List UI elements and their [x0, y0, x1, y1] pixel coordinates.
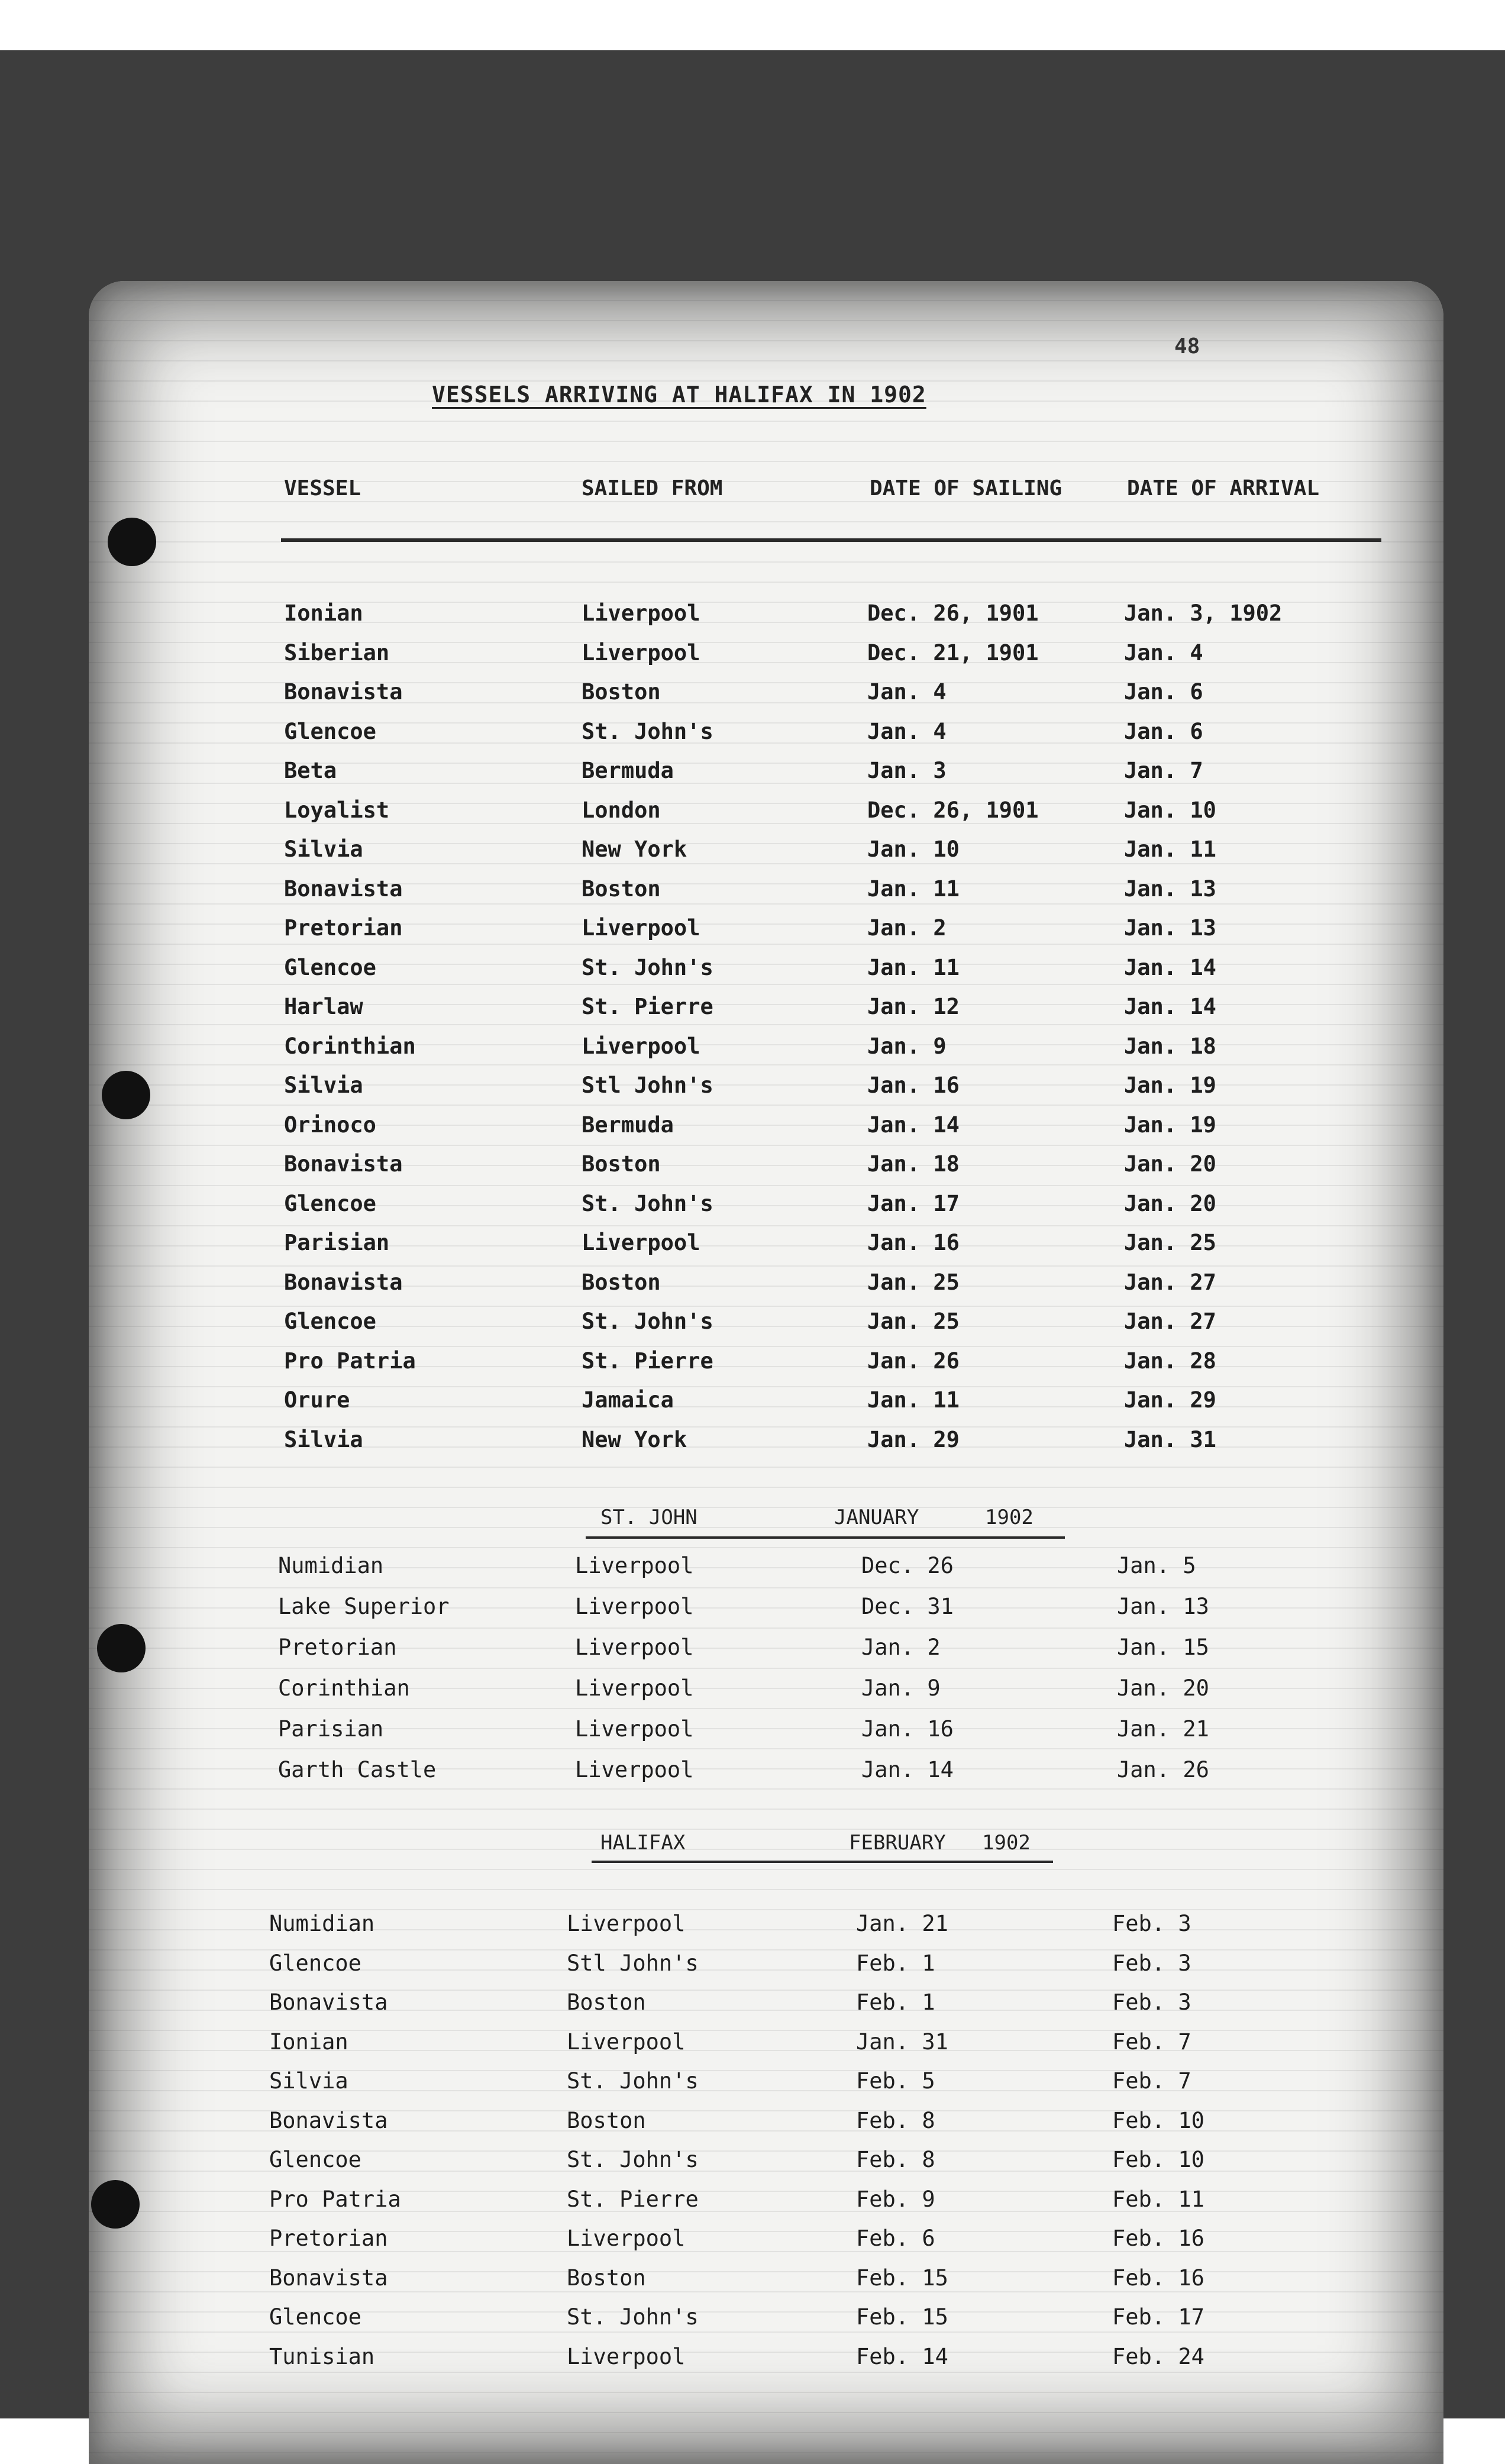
- cell-date-of-arrival: Jan. 14: [1124, 994, 1216, 1019]
- table-row: [89, 1635, 1443, 1664]
- cell-date-of-sailing: Feb. 14: [856, 2343, 948, 2369]
- cell-date-of-sailing: Jan. 9: [861, 1675, 941, 1701]
- cell-date-of-arrival: Feb. 3: [1112, 1990, 1191, 2015]
- cell-date-of-sailing: Jan. 4: [867, 679, 947, 705]
- table-row: [89, 797, 1443, 827]
- cell-vessel: Orure: [284, 1387, 350, 1413]
- cell-date-of-arrival: Jan. 18: [1124, 1033, 1216, 1059]
- cell-date-of-sailing: Jan. 17: [867, 1190, 960, 1216]
- table-row: [89, 994, 1443, 1023]
- table-row: [89, 837, 1443, 866]
- table-row: [89, 2304, 1443, 2334]
- cell-vessel: Pretorian: [284, 915, 403, 941]
- cell-sailed-from: Liverpool: [582, 1230, 700, 1255]
- cell-vessel: Lake Superior: [278, 1594, 450, 1619]
- cell-date-of-arrival: Feb. 7: [1112, 2029, 1191, 2055]
- cell-date-of-sailing: Feb. 5: [856, 2068, 935, 2094]
- cell-date-of-arrival: Jan. 29: [1124, 1387, 1216, 1413]
- cell-date-of-sailing: Jan. 31: [856, 2029, 948, 2055]
- cell-date-of-sailing: Dec. 26, 1901: [867, 600, 1039, 626]
- column-header-date-of-sailing: DATE OF SAILING: [870, 476, 1062, 500]
- cell-vessel: Parisian: [278, 1716, 384, 1742]
- cell-date-of-arrival: Feb. 16: [1112, 2226, 1204, 2251]
- cell-sailed-from: Liverpool: [567, 2226, 686, 2251]
- table-row: [89, 1270, 1443, 1299]
- cell-vessel: Corinthian: [284, 1033, 416, 1059]
- cell-date-of-sailing: Jan. 3: [867, 758, 947, 783]
- cell-date-of-sailing: Feb. 1: [856, 1990, 935, 2015]
- cell-date-of-arrival: Feb. 16: [1112, 2265, 1204, 2291]
- cell-vessel: Harlaw: [284, 994, 363, 1019]
- cell-sailed-from: Boston: [582, 679, 661, 705]
- cell-date-of-sailing: Dec. 31: [861, 1594, 954, 1619]
- cell-vessel: Silvia: [284, 837, 363, 862]
- column-header-sailed-from: SAILED FROM: [582, 476, 723, 500]
- cell-vessel: Corinthian: [278, 1675, 410, 1701]
- column-header-date-of-arrival: DATE OF ARRIVAL: [1127, 476, 1320, 500]
- cell-date-of-sailing: Feb. 6: [856, 2226, 935, 2251]
- cell-date-of-arrival: Jan. 19: [1124, 1112, 1216, 1138]
- document-title: VESSELS ARRIVING AT HALIFAX IN 1902: [432, 382, 926, 408]
- cell-sailed-from: St. John's: [582, 1309, 713, 1334]
- cell-sailed-from: St. Pierre: [582, 994, 713, 1019]
- cell-sailed-from: Liverpool: [575, 1635, 694, 1660]
- table-row: [89, 1594, 1443, 1623]
- table-row: [89, 2147, 1443, 2176]
- cell-date-of-arrival: Jan. 5: [1117, 1553, 1196, 1578]
- cell-date-of-sailing: Jan. 11: [867, 876, 960, 902]
- cell-sailed-from: New York: [582, 1426, 687, 1452]
- cell-date-of-arrival: Jan. 11: [1124, 837, 1216, 862]
- cell-sailed-from: Stl John's: [567, 1950, 699, 1976]
- cell-vessel: Numidian: [269, 1911, 375, 1936]
- cell-date-of-arrival: Feb. 7: [1112, 2068, 1191, 2094]
- cell-date-of-arrival: Feb. 17: [1112, 2304, 1204, 2330]
- page-number: 48: [1174, 334, 1200, 359]
- cell-sailed-from: Liverpool: [575, 1594, 694, 1619]
- cell-vessel: Bonavista: [284, 1269, 403, 1295]
- cell-vessel: Glencoe: [269, 2147, 361, 2172]
- cell-sailed-from: St. John's: [582, 954, 713, 980]
- cell-sailed-from: Bermuda: [582, 758, 674, 783]
- cell-vessel: Silvia: [284, 1426, 363, 1452]
- cell-date-of-arrival: Jan. 20: [1124, 1190, 1216, 1216]
- cell-sailed-from: St. Pierre: [567, 2186, 699, 2212]
- table-row: [89, 1911, 1443, 1940]
- cell-date-of-sailing: Jan. 11: [867, 954, 960, 980]
- cell-date-of-sailing: Jan. 25: [867, 1269, 960, 1295]
- cell-date-of-arrival: Jan. 27: [1124, 1269, 1216, 1295]
- cell-date-of-sailing: Dec. 26: [861, 1553, 954, 1578]
- cell-date-of-arrival: Feb. 10: [1112, 2107, 1204, 2133]
- table-row: [89, 2029, 1443, 2059]
- cell-vessel: Glencoe: [284, 1309, 376, 1334]
- cell-date-of-arrival: Jan. 26: [1117, 1757, 1209, 1782]
- cell-date-of-arrival: Feb. 24: [1112, 2343, 1204, 2369]
- cell-sailed-from: Boston: [567, 1990, 646, 2015]
- cell-date-of-sailing: Jan. 18: [867, 1151, 960, 1177]
- section3-year: 1902: [982, 1831, 1031, 1855]
- cell-sailed-from: Liverpool: [567, 2343, 686, 2369]
- table-row: [89, 640, 1443, 670]
- cell-sailed-from: Boston: [567, 2265, 646, 2291]
- header-rule: [281, 538, 1381, 542]
- cell-date-of-arrival: Jan. 28: [1124, 1348, 1216, 1374]
- column-header-vessel: VESSEL: [284, 476, 361, 500]
- section2-month: JANUARY: [834, 1506, 919, 1529]
- cell-date-of-arrival: Jan. 31: [1124, 1426, 1216, 1452]
- cell-sailed-from: Boston: [582, 876, 661, 902]
- cell-vessel: Siberian: [284, 640, 390, 666]
- cell-vessel: Glencoe: [284, 954, 376, 980]
- cell-sailed-from: St. Pierre: [582, 1348, 713, 1374]
- cell-sailed-from: Liverpool: [582, 915, 700, 941]
- cell-vessel: Tunisian: [269, 2343, 375, 2369]
- cell-date-of-arrival: Feb. 3: [1112, 1950, 1191, 1976]
- cell-sailed-from: New York: [582, 837, 687, 862]
- table-row: [89, 1191, 1443, 1220]
- cell-date-of-sailing: Dec. 26, 1901: [867, 797, 1039, 823]
- cell-date-of-sailing: Jan. 25: [867, 1309, 960, 1334]
- cell-sailed-from: Liverpool: [575, 1675, 694, 1701]
- cell-vessel: Silvia: [269, 2068, 348, 2094]
- cell-date-of-sailing: Feb. 1: [856, 1950, 935, 1976]
- cell-date-of-arrival: Jan. 14: [1124, 954, 1216, 980]
- cell-date-of-sailing: Jan. 26: [867, 1348, 960, 1374]
- cell-sailed-from: Stl John's: [582, 1073, 713, 1098]
- table-row: [89, 1675, 1443, 1705]
- cell-date-of-arrival: Jan. 20: [1124, 1151, 1216, 1177]
- cell-date-of-arrival: Jan. 7: [1124, 758, 1203, 783]
- cell-date-of-sailing: Jan. 29: [867, 1426, 960, 1452]
- table-row: [89, 1716, 1443, 1746]
- cell-vessel: Garth Castle: [278, 1757, 437, 1782]
- cell-date-of-arrival: Feb. 11: [1112, 2186, 1204, 2212]
- table-row: [89, 2187, 1443, 2216]
- table-row: [89, 1553, 1443, 1583]
- cell-date-of-sailing: Jan. 11: [867, 1387, 960, 1413]
- cell-sailed-from: St. John's: [582, 718, 713, 744]
- cell-date-of-sailing: Jan. 10: [867, 837, 960, 862]
- cell-vessel: Orinoco: [284, 1112, 376, 1138]
- table-row: [89, 955, 1443, 984]
- cell-date-of-arrival: Jan. 27: [1124, 1309, 1216, 1334]
- cell-vessel: Glencoe: [269, 2304, 361, 2330]
- section2-rule: [586, 1536, 1065, 1539]
- cell-vessel: Glencoe: [284, 1190, 376, 1216]
- table-row: [89, 2226, 1443, 2255]
- cell-sailed-from: Bermuda: [582, 1112, 674, 1138]
- cell-vessel: Pretorian: [278, 1635, 397, 1660]
- scan-background: [0, 50, 1505, 2418]
- cell-vessel: Bonavista: [284, 1151, 403, 1177]
- table-row: [89, 1230, 1443, 1260]
- cell-date-of-sailing: Jan. 16: [867, 1073, 960, 1098]
- cell-date-of-sailing: Feb. 15: [856, 2265, 948, 2291]
- table-row: [89, 1151, 1443, 1181]
- cell-date-of-sailing: Feb. 15: [856, 2304, 948, 2330]
- cell-vessel: Numidian: [278, 1553, 384, 1578]
- cell-vessel: Silvia: [284, 1073, 363, 1098]
- cell-vessel: Ionian: [269, 2029, 348, 2055]
- section3-port: HALIFAX: [600, 1831, 686, 1855]
- cell-date-of-sailing: Jan. 14: [861, 1757, 954, 1782]
- cell-date-of-sailing: Jan. 2: [861, 1635, 941, 1660]
- table-row: [89, 2108, 1443, 2137]
- cell-date-of-arrival: Jan. 3, 1902: [1124, 600, 1283, 626]
- cell-date-of-sailing: Jan. 16: [867, 1230, 960, 1255]
- table-row: [89, 1348, 1443, 1378]
- cell-vessel: Parisian: [284, 1230, 390, 1255]
- cell-date-of-arrival: Jan. 13: [1117, 1594, 1209, 1619]
- cell-vessel: Pro Patria: [284, 1348, 416, 1374]
- cell-date-of-arrival: Jan. 25: [1124, 1230, 1216, 1255]
- section3-rule: [592, 1861, 1053, 1863]
- cell-date-of-sailing: Jan. 4: [867, 718, 947, 744]
- table-row: [89, 1950, 1443, 1980]
- cell-date-of-sailing: Jan. 9: [867, 1033, 947, 1059]
- table-row: [89, 1990, 1443, 2019]
- table-row: [89, 679, 1443, 709]
- table-row: [89, 1112, 1443, 1142]
- cell-vessel: Pretorian: [269, 2226, 388, 2251]
- cell-vessel: Loyalist: [284, 797, 390, 823]
- table-row: [89, 2068, 1443, 2098]
- cell-vessel: Bonavista: [269, 2265, 388, 2291]
- section2-port: ST. JOHN: [600, 1506, 697, 1529]
- cell-date-of-arrival: Jan. 10: [1124, 797, 1216, 823]
- cell-sailed-from: St. John's: [567, 2304, 699, 2330]
- table-row: [89, 1073, 1443, 1102]
- cell-sailed-from: Liverpool: [582, 1033, 700, 1059]
- cell-sailed-from: Boston: [582, 1269, 661, 1295]
- cell-sailed-from: Boston: [567, 2107, 646, 2133]
- cell-date-of-arrival: Feb. 10: [1112, 2147, 1204, 2172]
- cell-date-of-arrival: Jan. 13: [1124, 915, 1216, 941]
- section2-year: 1902: [985, 1506, 1034, 1529]
- table-row: [89, 876, 1443, 906]
- cell-sailed-from: St. John's: [567, 2147, 699, 2172]
- cell-date-of-sailing: Feb. 8: [856, 2147, 935, 2172]
- table-row: [89, 719, 1443, 748]
- cell-date-of-sailing: Feb. 8: [856, 2107, 935, 2133]
- cell-date-of-arrival: Jan. 6: [1124, 679, 1203, 705]
- cell-date-of-sailing: Jan. 16: [861, 1716, 954, 1742]
- cell-date-of-sailing: Jan. 21: [856, 1911, 948, 1936]
- cell-sailed-from: Boston: [582, 1151, 661, 1177]
- cell-date-of-arrival: Feb. 3: [1112, 1911, 1191, 1936]
- cell-sailed-from: Liverpool: [575, 1757, 694, 1782]
- cell-sailed-from: Liverpool: [575, 1553, 694, 1578]
- punch-hole: [108, 518, 156, 566]
- cell-date-of-sailing: Jan. 2: [867, 915, 947, 941]
- cell-sailed-from: St. John's: [567, 2068, 699, 2094]
- cell-sailed-from: Liverpool: [567, 1911, 686, 1936]
- cell-sailed-from: St. John's: [582, 1190, 713, 1216]
- cell-vessel: Beta: [284, 758, 337, 783]
- cell-sailed-from: London: [582, 797, 661, 823]
- cell-date-of-arrival: Jan. 21: [1117, 1716, 1209, 1742]
- table-row: [89, 2265, 1443, 2295]
- section3-month: FEBRUARY: [849, 1831, 946, 1855]
- table-row: [89, 1309, 1443, 1338]
- cell-vessel: Glencoe: [284, 718, 376, 744]
- cell-date-of-arrival: Jan. 19: [1124, 1073, 1216, 1098]
- cell-sailed-from: Liverpool: [567, 2029, 686, 2055]
- table-row: [89, 2344, 1443, 2373]
- cell-date-of-arrival: Jan. 20: [1117, 1675, 1209, 1701]
- cell-date-of-arrival: Jan. 4: [1124, 640, 1203, 666]
- cell-vessel: Pro Patria: [269, 2186, 401, 2212]
- table-row: [89, 915, 1443, 945]
- table-row: [89, 1757, 1443, 1787]
- cell-sailed-from: Liverpool: [582, 640, 700, 666]
- cell-date-of-arrival: Jan. 15: [1117, 1635, 1209, 1660]
- cell-sailed-from: Liverpool: [575, 1716, 694, 1742]
- cell-sailed-from: Liverpool: [582, 600, 700, 626]
- cell-sailed-from: Jamaica: [582, 1387, 674, 1413]
- cell-date-of-sailing: Feb. 9: [856, 2186, 935, 2212]
- cell-vessel: Ionian: [284, 600, 363, 626]
- cell-vessel: Glencoe: [269, 1950, 361, 1976]
- cell-vessel: Bonavista: [269, 2107, 388, 2133]
- cell-date-of-arrival: Jan. 6: [1124, 718, 1203, 744]
- cell-vessel: Bonavista: [284, 679, 403, 705]
- cell-date-of-sailing: Dec. 21, 1901: [867, 640, 1039, 666]
- table-row: [89, 1427, 1443, 1457]
- cell-vessel: Bonavista: [284, 876, 403, 902]
- table-row: [89, 1387, 1443, 1417]
- table-row: [89, 758, 1443, 787]
- table-row: [89, 1034, 1443, 1063]
- cell-date-of-sailing: Jan. 14: [867, 1112, 960, 1138]
- cell-date-of-arrival: Jan. 13: [1124, 876, 1216, 902]
- cell-date-of-sailing: Jan. 12: [867, 994, 960, 1019]
- document-page: [89, 281, 1443, 2464]
- table-row: [89, 600, 1443, 630]
- cell-vessel: Bonavista: [269, 1990, 388, 2015]
